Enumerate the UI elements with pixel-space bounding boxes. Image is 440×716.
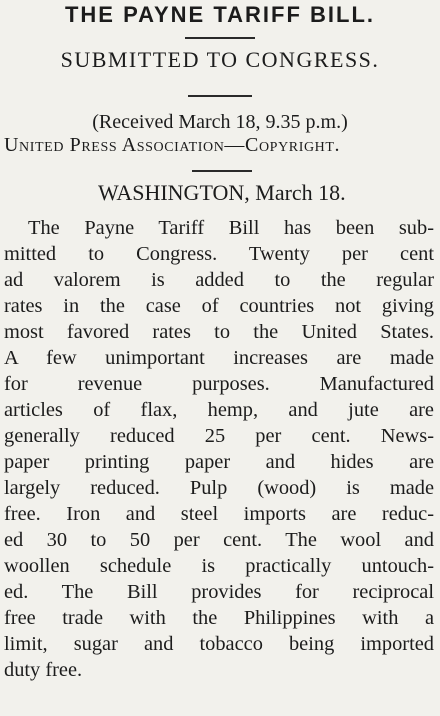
- body-line: woollen schedule is practically untouch-: [4, 555, 434, 577]
- agency-rule: [192, 170, 252, 172]
- body-line: ed 30 to 50 per cent. The wool and: [4, 529, 434, 551]
- body-line: paper printing paper and hides are: [4, 451, 434, 473]
- body-line: A few unimportant increases are made: [4, 347, 434, 369]
- body-line: rates in the case of countries not giving: [4, 295, 434, 317]
- body-line: ad valorem is added to the regular: [4, 269, 434, 291]
- body-line: articles of flax, hemp, and jute are: [4, 399, 434, 421]
- body-line: generally reduced 25 per cent. News-: [4, 425, 434, 447]
- dateline: WASHINGTON, March 18.: [98, 180, 346, 205]
- body-line: for revenue purposes. Manufactured: [4, 373, 434, 395]
- headline-rule: [185, 37, 255, 39]
- body-line: duty free.: [4, 659, 83, 681]
- body-line: largely reduced. Pulp (wood) is made: [4, 477, 434, 499]
- body-line: free. Iron and steel imports are reduc-: [4, 503, 434, 525]
- body-line: most favored rates to the United States.: [4, 321, 434, 343]
- headline: THE PAYNE TARIFF BILL.: [64, 2, 376, 27]
- body-line: mitted to Congress. Twenty per cent: [4, 243, 434, 265]
- body-line: The Payne Tariff Bill has been sub-: [28, 217, 434, 239]
- body-line: ed. The Bill provides for reciprocal: [4, 581, 434, 603]
- subheadline: SUBMITTED TO CONGRESS.: [60, 47, 380, 72]
- agency-credit: United Press Association—Copyright.: [4, 134, 341, 156]
- body-line: free trade with the Philippines with a: [4, 607, 434, 629]
- received-note: (Received March 18, 9.35 p.m.): [92, 111, 348, 133]
- subheadline-rule: [188, 95, 252, 97]
- body-line: limit, sugar and tobacco being imported: [4, 633, 434, 655]
